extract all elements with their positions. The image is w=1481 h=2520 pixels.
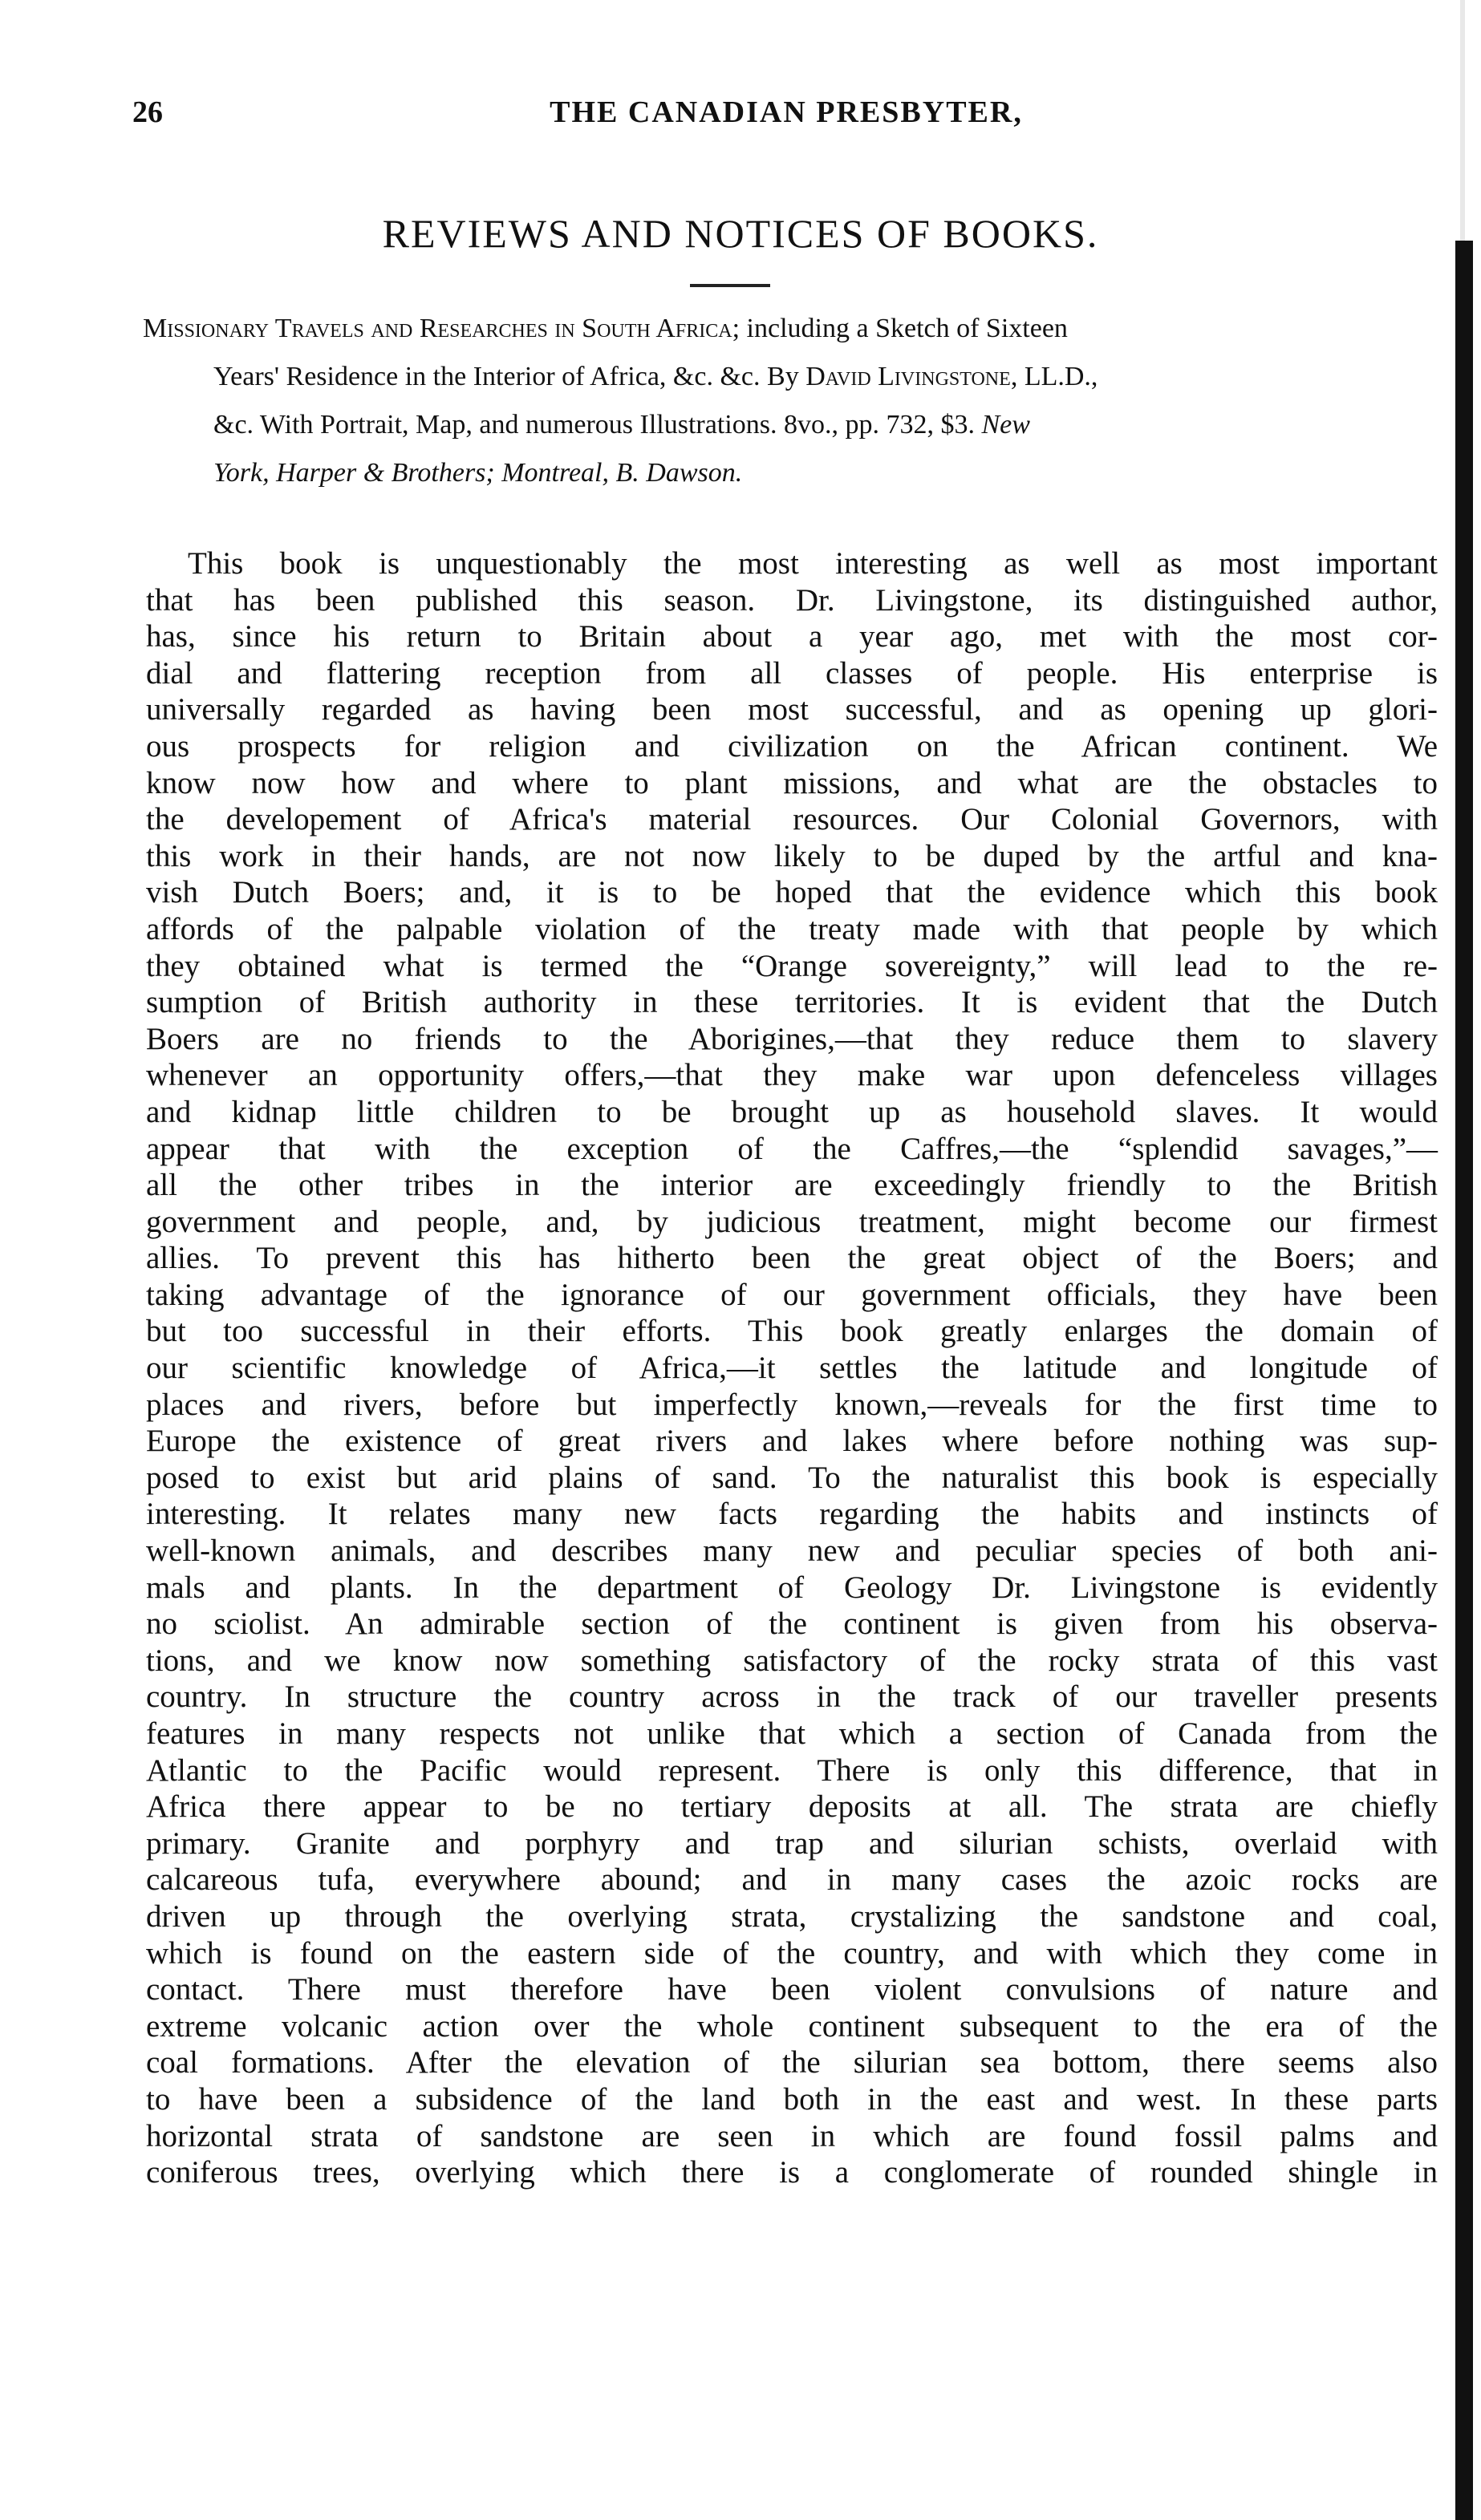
review-line: our scientific knowledge of Africa,—it settles the latitude and longitude of bbox=[146, 1351, 1438, 1386]
review-line: posed to exist but arid plains of sand. To the naturalist this book is especially bbox=[146, 1460, 1438, 1495]
book-author: David Livingstone bbox=[805, 362, 1011, 391]
review-line: taking advantage of the ignorance of our government officials, they have been bbox=[146, 1277, 1438, 1312]
review-line: to have been a subsidence of the land both in the east and west. In these parts bbox=[146, 2081, 1438, 2117]
review-line: has, since his return to Britain about a year ago, met with the most cor- bbox=[146, 619, 1438, 654]
review-line: universally regarded as having been most successful, and as opening up glori- bbox=[146, 692, 1438, 727]
review-line: interesting. It relates many new facts regarding the habits and instincts of bbox=[146, 1497, 1438, 1532]
review-line: affords of the palpable violation of the treaty made with that people by which bbox=[146, 911, 1438, 946]
review-line: coal formations. After the elevation of the silurian sea bottom, there seems also bbox=[146, 2045, 1438, 2080]
book-citation bbox=[143, 305, 1451, 497]
citation-text: &c. With Portrait, Map, and numerous Illustrations. 8vo., pp. 732, $3. bbox=[213, 410, 975, 440]
citation-line-1 bbox=[143, 305, 1451, 353]
review-line: places and rivers, before but imperfectly known,—reveals for the first time to bbox=[146, 1387, 1438, 1422]
review-line: extreme volcanic action over the whole continent subsequent to the era of the bbox=[146, 2008, 1438, 2044]
citation-text: , LL.D., bbox=[1010, 362, 1098, 391]
book-title: Missionary Travels and Researches in South Africa bbox=[143, 314, 732, 343]
review-line: appear that with the exception of the Caffres,—the “splendid savages,”— bbox=[146, 1131, 1438, 1166]
review-line: coniferous trees, overlying which there is a conglomerate of rounded shingle in bbox=[146, 2155, 1438, 2190]
heading-rule bbox=[690, 284, 770, 287]
running-head bbox=[132, 95, 1440, 140]
review-line: know now how and where to plant missions, and what are the obstacles to bbox=[146, 765, 1438, 800]
review-line: ous prospects for religion and civilization on the African continent. We bbox=[146, 728, 1438, 764]
review-line: Atlantic to the Pacific would represent. There is only this difference, that in bbox=[146, 1752, 1438, 1788]
review-line: they obtained what is termed the “Orange sovereignty,” will lead to the re- bbox=[146, 948, 1438, 983]
review-line: mals and plants. In the department of Geology Dr. Livingstone is evidently bbox=[146, 1570, 1438, 1605]
review-line: country. In structure the country across in the track of our traveller presents bbox=[146, 1679, 1438, 1715]
page-edge-shadow bbox=[1460, 0, 1465, 241]
review-line: that has been published this season. Dr. Livingstone, its distinguished author, bbox=[146, 582, 1438, 618]
page-number: 26 bbox=[132, 95, 163, 129]
review-line: the developement of Africa's material resources. Our Colonial Governors, with bbox=[146, 802, 1438, 837]
review-line: Europe the existence of great rivers and lakes where before nothing was sup- bbox=[146, 1424, 1438, 1459]
review-line: features in many respects not unlike that which a section of Canada from the bbox=[146, 1716, 1438, 1751]
review-line: all the other tribes in the interior are exceedingly friendly to the British bbox=[146, 1168, 1438, 1203]
review-line: allies. To prevent this has hitherto been the great object of the Boers; and bbox=[146, 1241, 1438, 1276]
citation-line-3 bbox=[143, 401, 1451, 449]
page-edge-bar bbox=[1455, 241, 1473, 2520]
review-line: horizontal strata of sandstone are seen in which are found fossil palms and bbox=[146, 2118, 1438, 2153]
review-line: no sciolist. An admirable section of the continent is given from his observa- bbox=[146, 1606, 1438, 1642]
journal-title: THE CANADIAN PRESBYTER, bbox=[550, 95, 1023, 129]
review-line: this work in their hands, are not now likely to be duped by the artful and kna- bbox=[146, 838, 1438, 873]
review-line: and kidnap little children to be brought up as household slaves. It would bbox=[146, 1094, 1438, 1129]
review-line: which is found on the eastern side of the country, and with which they come in bbox=[146, 1935, 1438, 1971]
section-heading: REVIEWS AND NOTICES OF BOOKS. bbox=[382, 211, 1099, 256]
review-line: government and people, and, by judicious treatment, might become our firmest bbox=[146, 1204, 1438, 1239]
review-line: Boers are no friends to the Aborigines,—that they reduce them to slavery bbox=[146, 1021, 1438, 1056]
review-line: whenever an opportunity offers,—that they make war upon defenceless villages bbox=[146, 1058, 1438, 1093]
review-line: well-known animals, and describes many new and peculiar species of both ani- bbox=[146, 1533, 1438, 1569]
review-line: driven up through the overlying strata, crystalizing the sandstone and coal, bbox=[146, 1898, 1438, 1934]
review-line: but too successful in their efforts. This book greatly enlarges the domain of bbox=[146, 1314, 1438, 1349]
review-line: sumption of British authority in these territories. It is evident that the Dutch bbox=[146, 985, 1438, 1020]
citation-line-2 bbox=[143, 353, 1451, 401]
review-line: dial and flattering reception from all classes of people. His enterprise is bbox=[146, 655, 1438, 691]
citation-text: Years' Residence in the Interior of Africa, &c. &c. By bbox=[213, 362, 799, 391]
review-body bbox=[146, 545, 1438, 2191]
citation-text: New bbox=[981, 410, 1030, 440]
book-subtitle: ; including a Sketch of Sixteen bbox=[732, 314, 1068, 343]
review-line: vish Dutch Boers; and, it is to be hoped that the evidence which this book bbox=[146, 875, 1438, 910]
review-line: calcareous tufa, everywhere abound; and in many cases the azoic rocks are bbox=[146, 1862, 1438, 1898]
review-line: contact. There must therefore have been violent convulsions of nature and bbox=[146, 1972, 1438, 2007]
review-line: tions, and we know now something satisfactory of the rocky strata of this vast bbox=[146, 1643, 1438, 1678]
citation-line-4: York, Harper & Brothers; Montreal, B. Dawson. bbox=[213, 458, 743, 488]
review-line: This book is unquestionably the most interesting as well as most important bbox=[188, 546, 1438, 581]
review-line: primary. Granite and porphyry and trap and silurian schists, overlaid with bbox=[146, 1825, 1438, 1861]
review-line: Africa there appear to be no tertiary deposits at all. The strata are chiefly bbox=[146, 1789, 1438, 1825]
